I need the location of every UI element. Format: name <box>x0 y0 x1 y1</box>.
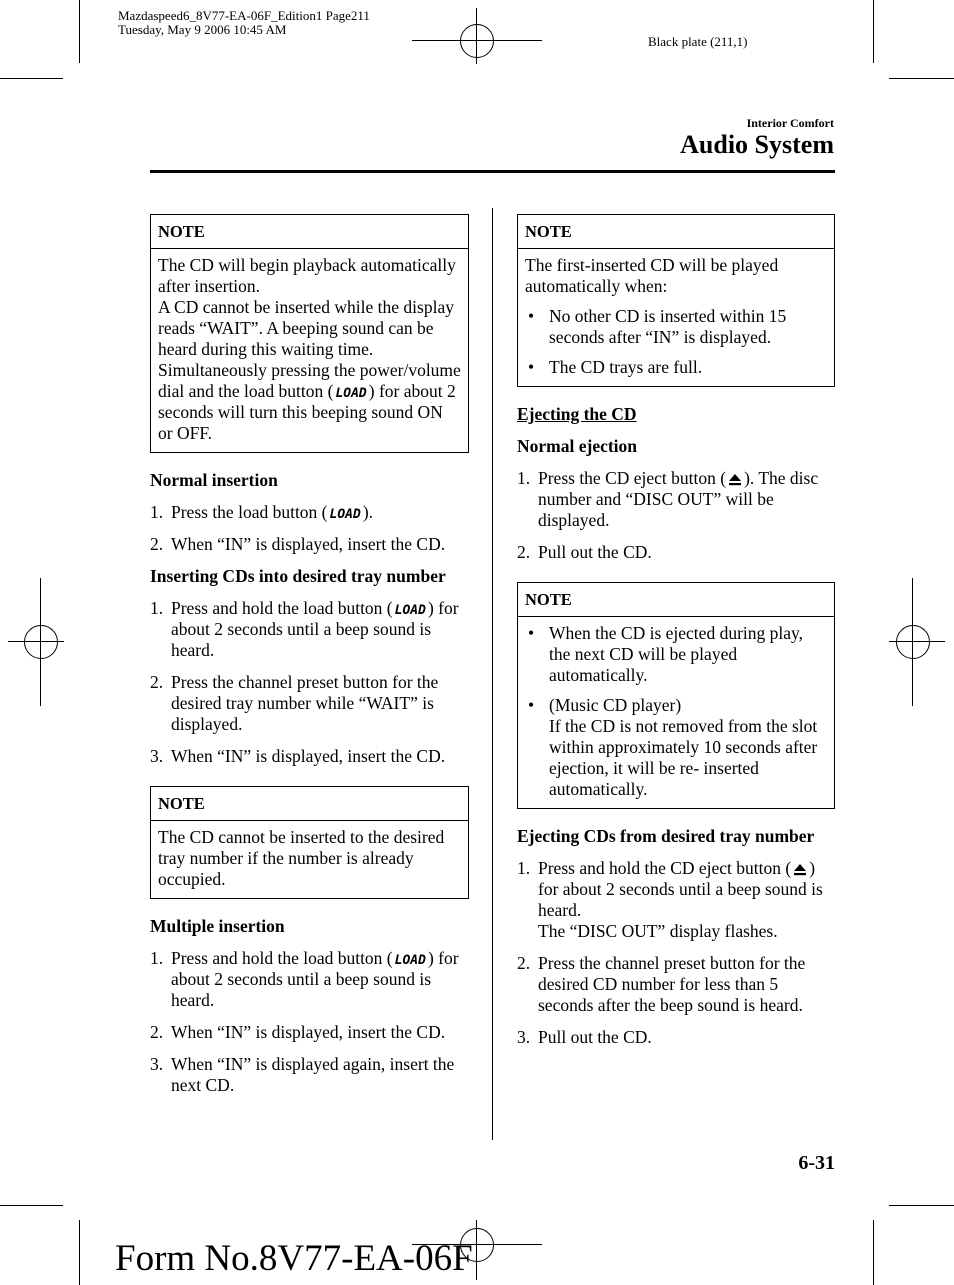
note-label: NOTE <box>518 215 834 249</box>
step-text <box>171 948 469 1011</box>
step-number: 3. <box>517 1027 531 1047</box>
normal-insertion-heading: Normal insertion <box>150 470 278 490</box>
note-label: NOTE <box>151 787 468 821</box>
crop-mark <box>889 78 954 79</box>
step-number: 2. <box>150 1022 164 1042</box>
crop-mark <box>873 1220 874 1285</box>
multiple-insertion-heading: Multiple insertion <box>150 916 285 936</box>
step-text: When “IN” is displayed again, insert the next CD. <box>171 1054 455 1095</box>
bullet: • <box>528 306 535 326</box>
note-body <box>151 821 468 898</box>
step-text-part: Press and hold the load button ( <box>171 948 393 968</box>
step-text-part: ). <box>362 502 374 522</box>
note-box <box>517 214 835 387</box>
plate-info: Black plate (211,1) <box>648 34 748 49</box>
list-item <box>517 468 835 531</box>
step-text-part: ) for about 2 seconds until a beep sound is heard. <box>538 858 823 920</box>
step-number: 3. <box>150 746 164 766</box>
bullet-text: No other CD is inserted within 15 seconds after “IN” is displayed. <box>549 306 787 347</box>
tray-insertion-heading: Inserting CDs into desired tray number <box>150 566 446 586</box>
list-item <box>150 1022 469 1043</box>
step-text: When “IN” is displayed, insert the CD. <box>171 1022 446 1042</box>
note-label: NOTE <box>151 215 468 249</box>
print-timestamp: Tuesday, May 9 2006 10:45 AM <box>118 22 287 37</box>
load-icon: LOAD <box>329 507 361 522</box>
eject-icon <box>728 473 742 486</box>
list-item <box>150 672 469 735</box>
bullet-text <box>549 695 827 800</box>
list-item <box>150 534 469 555</box>
step-text-part: Press the load button ( <box>171 502 328 522</box>
step-text-part: The “DISC OUT” display flashes. <box>538 921 778 941</box>
bullet-item <box>525 357 827 378</box>
right-column <box>517 214 835 1048</box>
note-text: The CD cannot be inserted to the desired tray number if the number is already occupied. <box>158 827 445 889</box>
crop-mark <box>889 1205 954 1206</box>
step-number: 1. <box>517 468 531 488</box>
step-text: Press the channel preset button for the desired tray number while “WAIT” is displayed. <box>171 672 439 734</box>
bullet-text-line: (Music CD player) <box>549 695 682 715</box>
step-text-part: ) for about 2 seconds until a beep sound is heard. <box>171 598 459 660</box>
form-number: Form No.8V77-EA-06F <box>115 1238 473 1279</box>
list-item <box>517 858 835 942</box>
note-box <box>150 786 469 899</box>
step-number: 1. <box>517 858 531 878</box>
step-text <box>171 598 469 661</box>
bullet-item <box>525 695 827 800</box>
section-category: Interior Comfort <box>746 116 834 130</box>
step-number: 1. <box>150 948 164 968</box>
step-number: 2. <box>517 953 531 973</box>
note-box <box>517 582 835 809</box>
bullet: • <box>528 695 535 715</box>
list-item <box>517 542 835 563</box>
bullet-text: The CD trays are full. <box>549 357 703 377</box>
note-text <box>158 297 461 444</box>
crop-mark <box>0 78 63 79</box>
step-text <box>538 858 835 942</box>
note-text: The first-inserted CD will be played automatically when: <box>525 255 779 296</box>
crop-mark <box>873 0 874 63</box>
note-label: NOTE <box>518 583 834 617</box>
left-column <box>150 214 469 1096</box>
list-item <box>150 1054 469 1096</box>
step-text <box>171 502 469 523</box>
step-text-part: Press and hold the load button ( <box>171 598 393 618</box>
bullet-text: When the CD is ejected during play, the next CD will be played automatically. <box>549 623 803 685</box>
page-number: 6-31 <box>798 1152 835 1174</box>
ejecting-heading: Ejecting the CD <box>517 404 637 424</box>
step-number: 2. <box>150 672 164 692</box>
bullet-item <box>525 623 827 686</box>
list-item <box>517 1027 835 1048</box>
note-text-part: ) for about 2 seconds will turn this beeping sound ON or OFF. <box>158 381 456 443</box>
step-number: 2. <box>150 534 164 554</box>
list-item <box>150 948 469 1011</box>
step-text-part: Press the CD eject button ( <box>538 468 727 488</box>
list-item <box>517 953 835 1016</box>
step-text: When “IN” is displayed, insert the CD. <box>171 534 446 554</box>
list-item <box>150 746 469 767</box>
step-text-part: ) for about 2 seconds until a beep sound is heard. <box>171 948 459 1010</box>
step-text: Pull out the CD. <box>538 542 652 562</box>
note-text-part: A CD cannot be inserted while the display reads “WAIT”. A beeping sound can be heard during this waiting time. Simultaneously pressing the power/volume dial and the load button ( <box>158 297 461 401</box>
note-body <box>151 249 468 452</box>
crop-mark <box>79 1220 80 1285</box>
step-number: 1. <box>150 502 164 522</box>
bullet: • <box>528 357 535 377</box>
step-number: 1. <box>150 598 164 618</box>
step-number: 2. <box>517 542 531 562</box>
crop-mark <box>79 0 80 63</box>
tray-ejection-heading: Ejecting CDs from desired tray number <box>517 826 815 846</box>
bullet-text-line: If the CD is not removed from the slot within approximately 10 seconds after ejection, it will be re- inserted automatically. <box>549 716 818 799</box>
note-text: The CD will begin playback automatically after insertion. <box>158 255 456 296</box>
step-text-part: Press and hold the CD eject button ( <box>538 858 792 878</box>
note-body <box>518 617 834 808</box>
list-item <box>150 502 469 523</box>
step-text: Press the channel preset button for the desired CD number for less than 5 seconds after the beep sound is heard. <box>538 953 806 1015</box>
load-icon: LOAD <box>394 953 426 968</box>
eject-icon <box>793 863 807 876</box>
step-number: 3. <box>150 1054 164 1074</box>
step-text: When “IN” is displayed, insert the CD. <box>171 746 446 766</box>
print-file-info: Mazdaspeed6_8V77-EA-06F_Edition1 Page211 <box>118 8 370 23</box>
step-text: Pull out the CD. <box>538 1027 652 1047</box>
normal-ejection-heading: Normal ejection <box>517 436 638 456</box>
step-text-part: ). The disc number and “DISC OUT” will be displayed. <box>538 468 819 530</box>
note-box <box>150 214 469 453</box>
load-icon: LOAD <box>394 603 426 618</box>
bullet-item <box>525 306 827 348</box>
list-item <box>150 598 469 661</box>
page-title: Audio System <box>680 130 834 159</box>
note-body <box>518 249 834 386</box>
bullet: • <box>528 623 535 643</box>
header-rule <box>150 170 835 173</box>
crop-mark <box>0 1205 63 1206</box>
load-icon: LOAD <box>335 386 367 401</box>
column-divider <box>492 208 493 1140</box>
step-text <box>538 468 835 531</box>
